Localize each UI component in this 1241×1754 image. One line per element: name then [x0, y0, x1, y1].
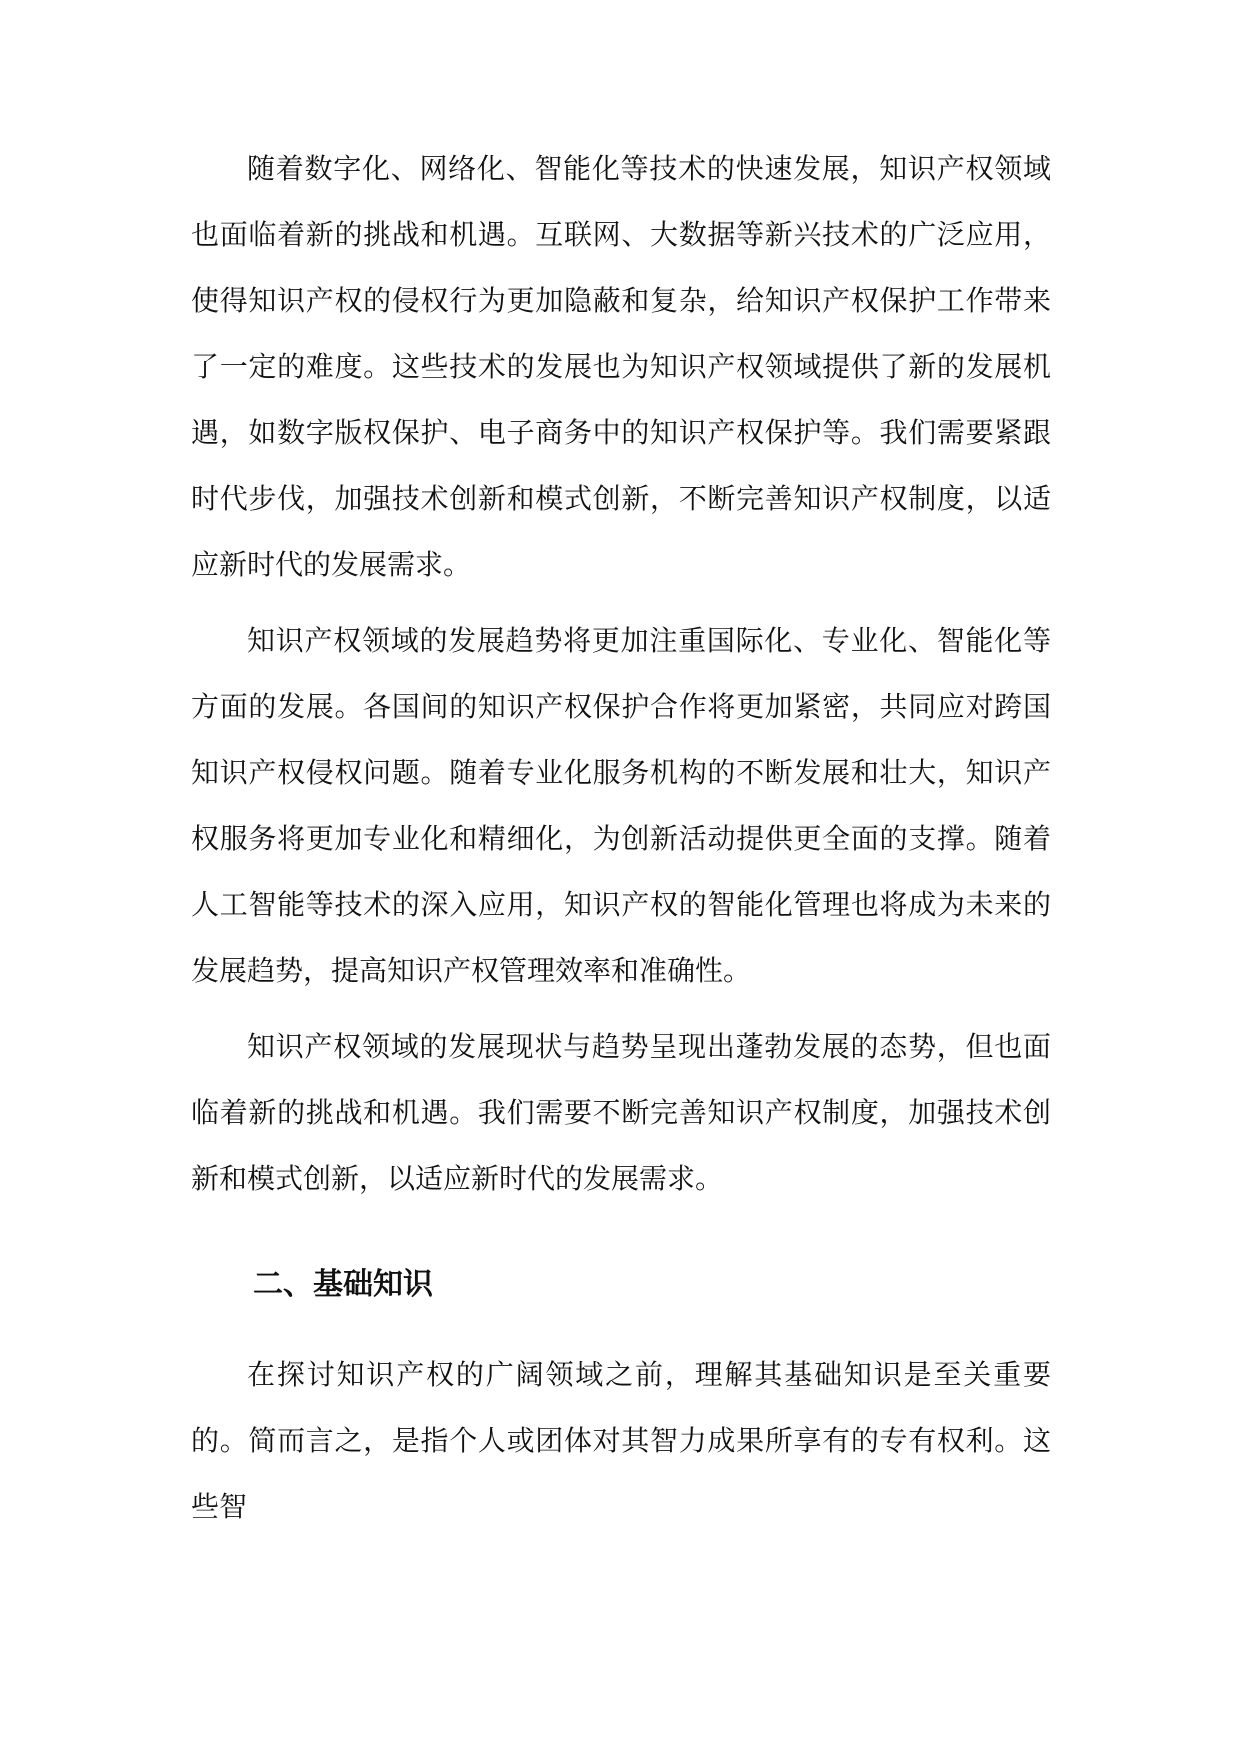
paragraph-summary: 知识产权领域的发展现状与趋势呈现出蓬勃发展的态势，但也面临着新的挑战和机遇。我们需要不断完善知识产权制度，加强技术创新和模式创新，以适应新时代的发展需求。 — [191, 1030, 1051, 1195]
section-heading: 二、基础知识 — [253, 1267, 433, 1302]
paragraph-tech-challenges: 随着数字化、网络化、智能化等技术的快速发展，知识产权领域也面临着新的挑战和机遇。互联网、大数据等新兴技术的广泛应用，使得知识产权的侵权行为更加隐蔽和复杂，给知识产权保护工作带来了一定的难度。这些技术的发展也为知识产权领域提供了新的发展机遇，如数字版权保护、电子商务中的知识产权保护等。我们需要紧跟时代步伐，加强技术创新和模式创新，不断完善知识产权制度，以适应新时代的发展需求。 — [191, 152, 1051, 581]
paragraph-basic-knowledge: 在探讨知识产权的广阔领域之前，理解其基础知识是至关重要的。简而言之，是指个人或团体对其智力成果所享有的专有权利。这些智 — [191, 1358, 1051, 1523]
document-body — [191, 136, 1051, 1540]
paragraph-development-trends: 知识产权领域的发展趋势将更加注重国际化、专业化、智能化等方面的发展。各国间的知识产权保护合作将更加紧密，共同应对跨国知识产权侵权问题。随着专业化服务机构的不断发展和壮大，知识产权服务将更加专业化和精细化，为创新活动提供更全面的支撑。随着人工智能等技术的深入应用，知识产权的智能化管理也将成为未来的发展趋势，提高知识产权管理效率和准确性。 — [191, 624, 1051, 987]
